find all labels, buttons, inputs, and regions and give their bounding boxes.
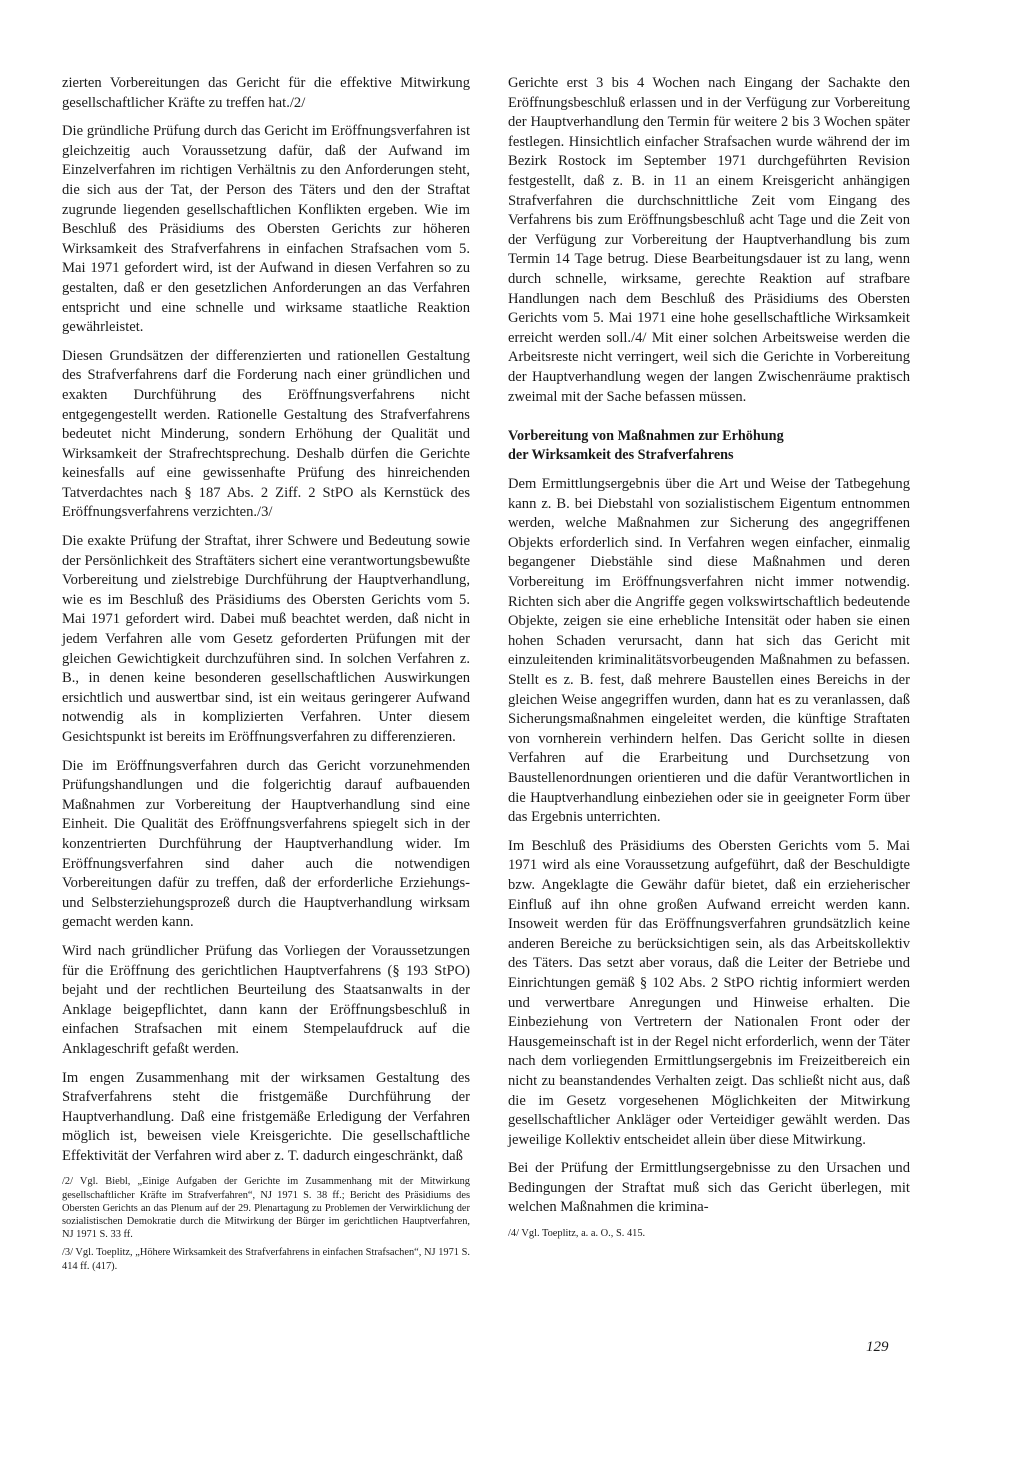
footnote: /4/ Vgl. Toeplitz, a. a. O., S. 415. [508,1228,646,1240]
footnotes-left [62,1175,470,1272]
section-heading-line: der Wirksamkeit des Strafverfahrens [508,447,734,464]
body-paragraph: Im engen Zusammenhang mit der wirksamen Gestaltung des Strafverfahrens steht die fristgemäße Durchführung der Hauptverhandlung. Daß eine fristgemäße Erledigung der Verfahren möglich ist, beweisen viele Kreisgerichte. Die gesellschaftliche Effektivität der Verfahren wird aber z. T. dadurch eingeschränkt, daß [62,1069,470,1164]
body-paragraph: Bei der Prüfung der Ermittlungsergebnisse zu den Ursachen und Bedingungen der Straftat muß sich das Gericht überlegen, mit welchen Maßnahmen die krimina- [508,1160,910,1216]
body-paragraph: zierten Vorbereitungen das Gericht für die effektive Mitwirkung gesellschaftlicher Kräfte zu treffen hat./2/ [62,75,470,111]
page-number: 129 [866,1339,889,1355]
body-paragraph: Die im Eröffnungsverfahren durch das Gericht vorzunehmenden Prüfungshandlungen und die folgerichtig darauf aufbauenden Maßnahmen zur Vorbereitung der Hauptverhandlung sind eine Einheit. Die Qualität des Eröffnungsverfahrens spiegelt sich in der konzentrierten Durchführung der Hauptverhandlung wider. Im Eröffnungsverfahren sind daher auch die notwendigen Vorbereitungen dafür zu treffen, daß der erforderliche Erziehungs- und Selbsterziehungsprozeß durch die Hauptverhandlung wirksam gemacht werden kann. [62,757,470,931]
footnotes-right [508,1227,910,1240]
body-paragraph: Dem Ermittlungsergebnis über die Art und Weise der Tatbegehung kann z. B. bei Diebstahl von sozialistischem Eigentum entnommen werden, welche Maßnahmen zur Sicherung des angegriffenen Objekts erforderlich sind. In Verfahren wegen einfacher, einmalig begangener Diebstähle sind diese Maßnahmen und deren Vorbereitung im Eröffnungsverfahren nicht immer notwendig. Richten sich aber die Angriffe gegen volkswirtschaftlich bedeutende Objekte, zeigen sie eine erhebliche Intensität oder haben sie einen hohen Schaden verursacht, dann hat sich das Gericht mit einzuleitenden kriminalitätsvorbeugenden Maßnahmen zu befassen. Stellt es z. B. fest, daß mehrere Baustellen eines Bereichs in der gleichen Weise angegriffen wurden, dann hat es zu veranlassen, daß Sicherungsmaßnahmen eingeleitet werden, die künftige Straftaten von vornherein verhindern helfen. Das Gericht sollte in diesen Verfahren auf die Erarbeitung und Durchsetzung von Baustellenordnungen orientieren und die dafür Verantwortlichen in die Hauptverhandlung einbeziehen oder sie in geeigneter Form über das Ergebnis unterrichten. [508,476,910,826]
body-paragraph: Gerichte erst 3 bis 4 Wochen nach Eingang der Sachakte den Eröffnungsbeschluß erlassen und in der Verfügung zur Vorbereitung der Hauptverhandlung den Termin für weitere 2 bis 3 Wochen später festlegen. Hinsichtlich einfacher Strafsachen wurde während der im Bezirk Rostock im September 1971 durchgeführten Revision festgestellt, daß z. B. in 11 an einem Kreisgericht anhängigen Strafverfahren die durchschnittliche Zeit vom Eingang des Verfahrens bis zum Eröffnungsbeschluß acht Tage und die Zeit von der Verfügung zur Vorbereitung der Hauptverhandlung bis zum Termin 14 Tage betrug. Diese Bearbeitungsdauer ist zu lang, wenn durch schnelle, wirksame, gerechte Reaktion auf strafbare Handlungen nach dem Beschluß des Präsidiums des Obersten Gerichts vom 5. Mai 1971 eine hohe gesellschaftliche Wirksamkeit erreicht werden soll./4/ Mit einer solchen Arbeitsweise werden die Arbeitsreste nicht verringert, weil sich die Gerichte in Vorbereitung der Hauptverhandlung wegen der langen Zwischenräume praktisch zweimal mit der Sache befassen müssen. [508,75,910,405]
right-column [508,74,910,1245]
body-paragraph: Diesen Grundsätzen der differenzierten und rationellen Gestaltung des Strafverfahrens darf die Forderung nach einer gründlichen und exakten Durchführung des Eröffnungsverfahrens nicht entgegengestellt werden. Rationelle Gestaltung des Strafverfahrens bedeutet nicht Minderung, sondern Erhöhung der Qualität und Wirksamkeit der Strafrechtsprechung. Deshalb dürfen die Gerichte keinesfalls auf eine gewissenhafte Prüfung des hinreichenden Tatverdachtes nach § 187 Abs. 2 Ziff. 2 StPO als Kernstück des Eröffnungsverfahrens verzichten./3/ [62,347,470,521]
section-heading-line: Vorbereitung von Maßnahmen zur Erhöhung [508,428,784,445]
body-paragraph: Wird nach gründlicher Prüfung das Vorliegen der Voraussetzungen für die Eröffnung des gerichtlichen Hauptverfahrens (§ 193 StPO) bejaht und der rechtlichen Beurteilung des Staatsanwalts in der Anklage beigepflichtet, dann kann der Eröffnungsbeschluß in einfachen Strafsachen mit einem Stempelaufdruck auf die Anklageschrift gefaßt werden. [62,942,470,1057]
body-paragraph: Die exakte Prüfung der Straftat, ihrer Schwere und Bedeutung sowie der Persönlichkeit des Straftäters sichert eine verantwortungsbewußte Vorbereitung und zielstrebige Durchführung der Hauptverhandlung, wie es im Beschluß des Präsidiums des Obersten Gerichts vom 5. Mai 1971 gefordert wird. Dabei muß beachtet werden, daß nicht in jedem Verfahren alle vom Gesetz geforderten Prüfungen mit der gleichen Gewichtigkeit durchzuführen sind. In solchen Verfahren z. B., in denen keine besonderen gesellschaftlichen Auswirkungen ersichtlich und auswertbar sind, ist ein weitaus geringerer Aufwand notwendig als in komplizierten Verfahren. Unter diesem Gesichtspunkt ist bereits im Eröffnungsverfahren zu differenzieren. [62,533,470,745]
left-column [62,74,470,1278]
footnote: /2/ Vgl. Biebl, „Einige Aufgaben der Gerichte im Zusammenhang mit der Mitwirkung gesellschaftlicher Kräfte im Strafverfahren“, NJ 1971 S. 38 ff.; Bericht des Präsidiums des Obersten Gerichts an das Plenum auf der 29. Plenartagung zu Problemen der Verwirklichung der sozialistischen Demokratie durch die Mitwirkung der Bürger im gerichtlichen Hauptverfahren, NJ 1971 S. 33 ff. [62,1176,470,1241]
section-heading [508,427,910,465]
footnote: /3/ Vgl. Toeplitz, „Höhere Wirksamkeit des Strafverfahrens in einfachen Strafsachen“, NJ 1971 S. 414 ff. (417). [62,1247,470,1272]
body-paragraph: Im Beschluß des Präsidiums des Obersten Gerichts vom 5. Mai 1971 wird als eine Voraussetzung aufgeführt, daß der Beschuldigte bzw. Angeklagte die Gewähr dafür bietet, daß ein erzieherischer Einfluß auf ihn ohne großen Aufwand erreicht werden kann. Insoweit werden für das Eröffnungsverfahren grundsätzlich keine anderen Bereiche zu berücksichtigen sein, als das Arbeitskollektiv des Täters. Das setzt aber voraus, daß die Leiter der Betriebe und Einrichtungen gemäß § 102 Abs. 2 StPO richtig informiert werden und verwertbare Anregungen und Hinweise erhalten. Die Einbeziehung von Vertretern der Nationalen Front oder der Hausgemeinschaft ist in der Regel nicht erforderlich, wenn der Täter nach dem vorliegenden Ermittlungsergebnis im Freizeitbereich ein nicht zu beanstandendes Verhalten zeigt. Das schließt nicht aus, daß die im Gesetz vorgesehenen Möglichkeiten der Mitwirkung gesellschaftlicher Ankläger oder Verteidiger gewählt werden. Das jeweilige Kollektiv entscheidet allein über diese Mitwirkung. [508,837,910,1148]
body-paragraph: Die gründliche Prüfung durch das Gericht im Eröffnungsverfahren ist gleichzeitig auch Voraussetzung dafür, daß der Aufwand im Einzelverfahren im richtigen Verhältnis zu den Anforderungen steht, die sich aus der Tat, der Person des Täters und den der Straftat zugrunde liegenden gesellschaftlichen Konflikten ergeben. Wie im Beschluß des Präsidiums des Obersten Gerichts zur höheren Wirksamkeit des Strafverfahrens in einfachen Strafsachen vom 5. Mai 1971 gefordert wird, ist der Aufwand in diesen Verfahren so zu gestalten, daß er den gesetzlichen Anforderungen an das Verfahren entspricht und eine schnelle und wirksame staatliche Reaktion gewährleistet. [62,123,470,336]
